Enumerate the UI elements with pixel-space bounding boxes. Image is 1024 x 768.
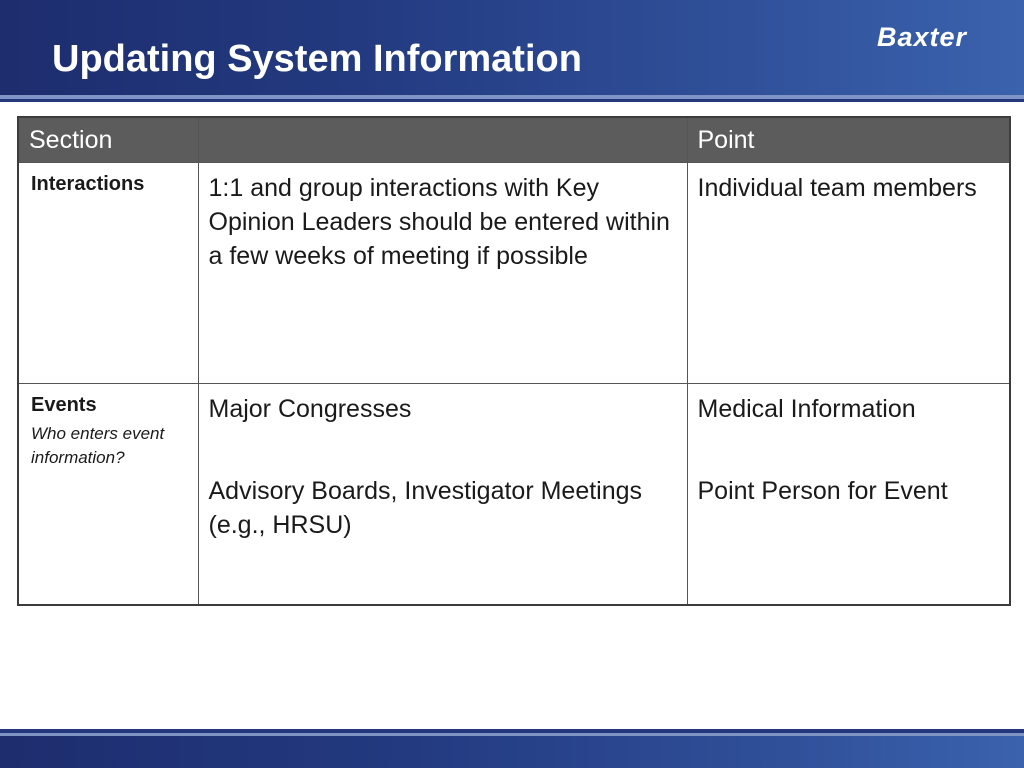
point-cell <box>687 384 1010 606</box>
description-text-1: Major Congresses <box>208 395 412 423</box>
section-title: Events <box>31 394 97 416</box>
section-cell <box>18 163 198 384</box>
footer-banner <box>0 736 1024 768</box>
table-row-events <box>18 384 1010 606</box>
table-row-interactions <box>18 163 1010 384</box>
header-point: Point <box>687 117 1010 163</box>
description-text-2: Advisory Boards, Investigator Meetings (e.g., HRSU) <box>208 477 643 539</box>
info-table <box>17 116 1011 606</box>
table-header-row <box>18 117 1010 163</box>
point-text: Individual team members <box>697 174 977 202</box>
description-cell <box>198 384 687 606</box>
description-cell <box>198 163 687 384</box>
point-cell <box>687 163 1010 384</box>
section-title: Interactions <box>31 173 145 195</box>
description-text: 1:1 and group interactions with Key Opinion Leaders should be entered within a few weeks of meeting if possible <box>208 174 670 270</box>
section-cell <box>18 384 198 606</box>
section-subtitle: Who enters event information? <box>31 424 165 467</box>
header-description <box>198 117 687 163</box>
header-section: Section <box>18 117 198 163</box>
point-text-2: Point Person for Event <box>697 477 948 505</box>
baxter-logo: Baxter <box>877 22 968 52</box>
header-stripe-dark <box>0 99 1024 102</box>
slide-title: Updating System Information <box>52 38 582 80</box>
point-text-1: Medical Information <box>697 395 916 423</box>
